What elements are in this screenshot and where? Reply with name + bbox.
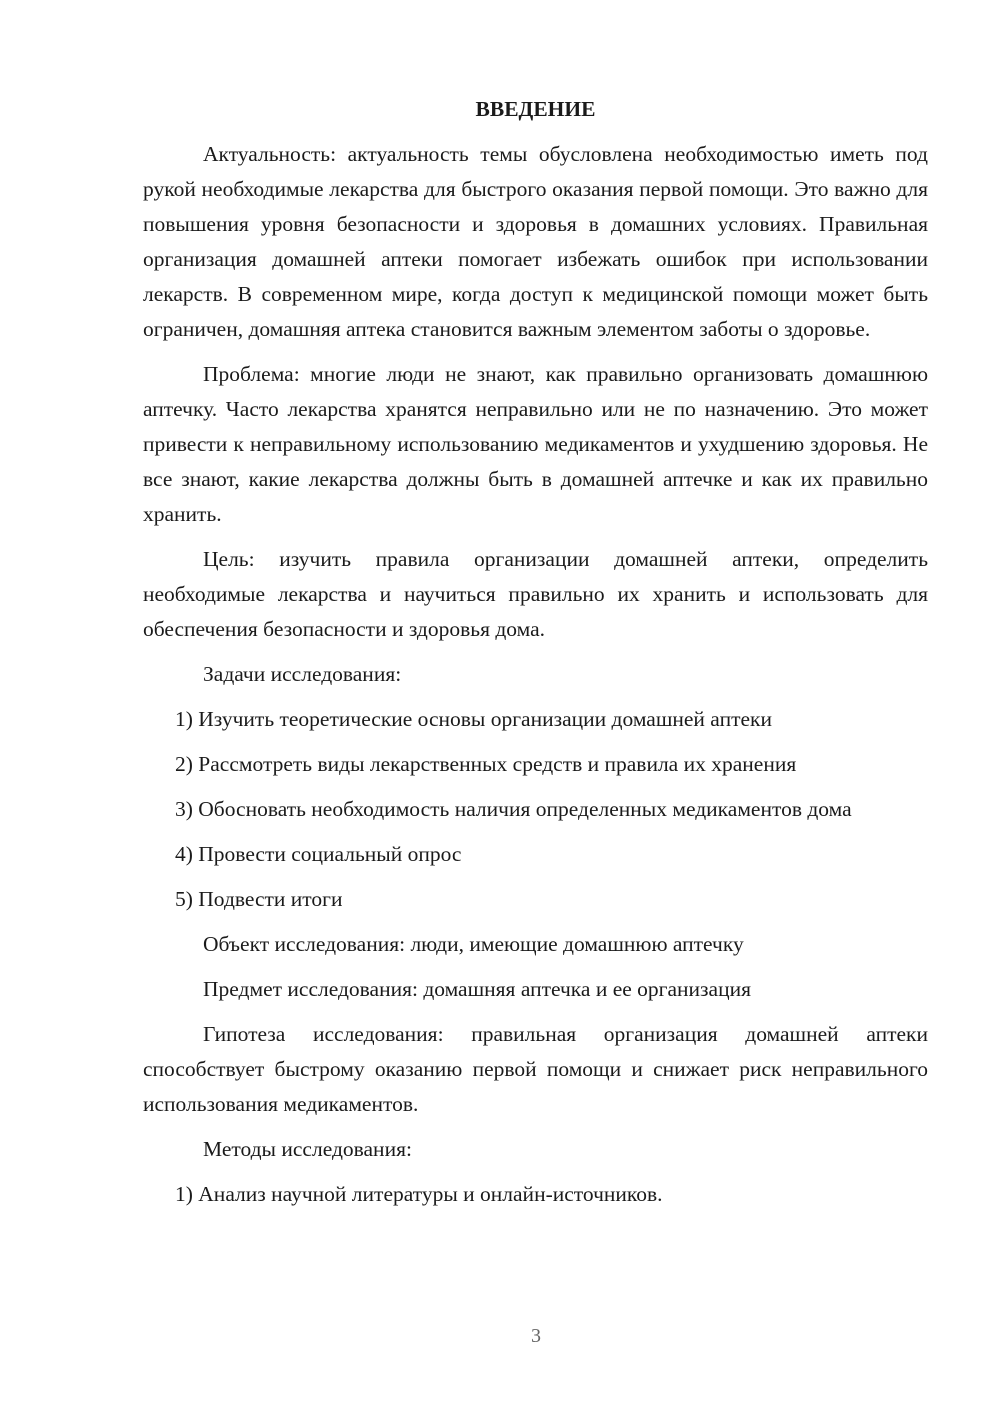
subject-line: Предмет исследования: домашняя аптечка и ее организация bbox=[203, 977, 751, 1001]
task-item-4: 4) Провести социальный опрос bbox=[175, 842, 462, 866]
page-number: 3 bbox=[531, 1325, 541, 1347]
methods-title: Методы исследования: bbox=[203, 1137, 412, 1161]
problem-paragraph: Проблема: многие люди не знают, как правильно организовать домашнюю аптечку. Часто лекарства хранятся неправильно или не по назначению. Это может привести к неправильному использованию медикаментов и ухудшению здоровья. Не все знают, какие лекарства должны быть в домашней аптечке и как их правильно хранить. bbox=[143, 362, 928, 526]
object-line: Объект исследования: люди, имеющие домашнюю аптечку bbox=[203, 932, 744, 956]
task-item-1: 1) Изучить теоретические основы организации домашней аптеки bbox=[175, 707, 772, 731]
goal-paragraph: Цель: изучить правила организации домашней аптеки, определить необходимые лекарства и научиться правильно их хранить и использовать для обеспечения безопасности и здоровья дома. bbox=[143, 547, 928, 641]
task-item-5: 5) Подвести итоги bbox=[175, 887, 343, 911]
task-item-3: 3) Обосновать необходимость наличия определенных медикаментов дома bbox=[175, 797, 852, 821]
document-page bbox=[143, 92, 928, 1222]
tasks-title: Задачи исследования: bbox=[203, 662, 402, 686]
relevance-paragraph: Актуальность: актуальность темы обусловлена необходимостью иметь под рукой необходимые лекарства для быстрого оказания первой помощи. Это важно для повышения уровня безопасности и здоровья в домашних условиях. Правильная организация домашней аптеки помогает избежать ошибок при использовании лекарств. В современном мире, когда доступ к медицинской помощи может быть ограничен, домашняя аптека становится важным элементом заботы о здоровье. bbox=[143, 142, 928, 341]
hypothesis-paragraph: Гипотеза исследования: правильная организация домашней аптеки способствует быстрому оказанию первой помощи и снижает риск неправильного использования медикаментов. bbox=[143, 1022, 928, 1116]
task-item-2: 2) Рассмотреть виды лекарственных средств и правила их хранения bbox=[175, 752, 797, 776]
section-heading: ВВЕДЕНИЕ bbox=[475, 97, 596, 121]
method-item-1: 1) Анализ научной литературы и онлайн-источников. bbox=[175, 1182, 663, 1206]
